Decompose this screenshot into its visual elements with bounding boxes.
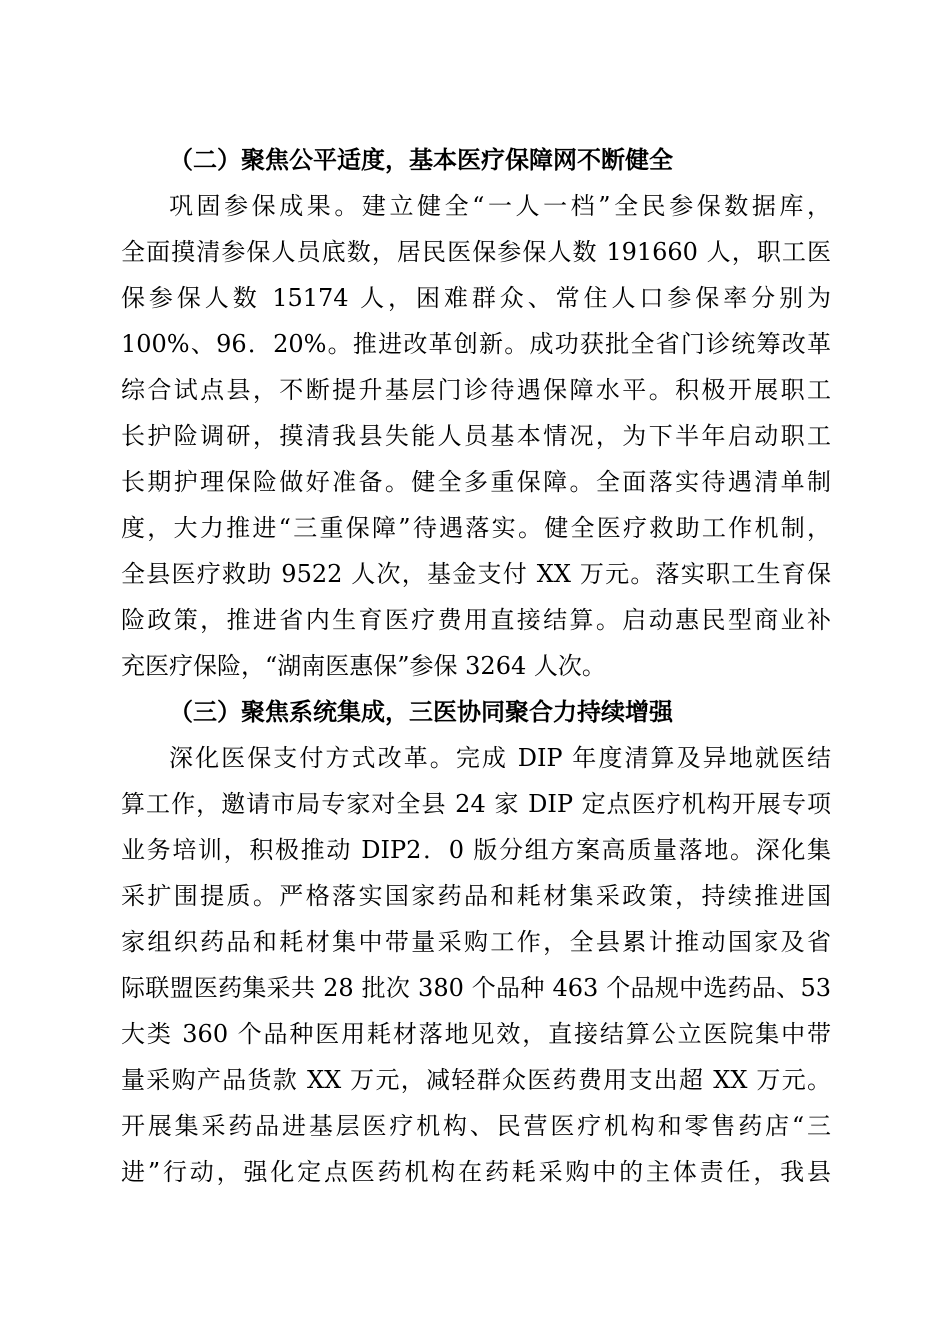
paragraph-line: 际联盟医药集采共 28 批次 380 个品种 463 个品规中选药品、53 [121,974,831,1002]
paragraph-line: 长护险调研，摸清我县失能人员基本情况，为下半年启动职工 [121,422,831,450]
paragraph-line: 大类 360 个品种医用耗材落地见效，直接结算公立医院集中带 [121,1020,831,1048]
paragraph-line: 深化医保支付方式改革。完成 DIP 年度清算及异地就医结 [169,744,831,772]
paragraph-line: 算工作，邀请市局专家对全县 24 家 DIP 定点医疗机构开展专项 [121,790,831,818]
paragraph-line: 度，大力推进“三重保障”待遇落实。健全医疗救助工作机制， [121,514,831,542]
section-3-heading: （三）聚焦系统集成，三医协同聚合力持续增强 [169,697,673,726]
paragraph-line: 量采购产品货款 XX 万元，减轻群众医药费用支出超 XX 万元。 [121,1066,831,1094]
paragraph-line: 全面摸清参保人员底数，居民医保参保人数 191660 人，职工医 [121,238,831,266]
paragraph-line: 进”行动，强化定点医药机构在药耗采购中的主体责任，我县 [121,1158,831,1186]
paragraph-line: 保参保人数 15174 人，困难群众、常住人口参保率分别为 [121,284,831,312]
paragraph-line: 开展集采药品进基层医疗机构、民营医疗机构和零售药店“三 [121,1112,831,1140]
paragraph-line: 长期护理保险做好准备。健全多重保障。全面落实待遇清单制 [121,468,831,496]
paragraph-line: 险政策，推进省内生育医疗费用直接结算。启动惠民型商业补 [121,606,831,634]
paragraph-line: 充医疗保险，“湖南医惠保”参保 3264 人次。 [121,652,606,680]
paragraph-line: 业务培训，积极推动 DIP2．0 版分组方案高质量落地。深化集 [121,836,831,864]
paragraph-line: 全县医疗救助 9522 人次，基金支付 XX 万元。落实职工生育保 [121,560,831,588]
paragraph-line: 综合试点县，不断提升基层门诊待遇保障水平。积极开展职工 [121,376,831,404]
paragraph-line: 家组织药品和耗材集中带量采购工作，全县累计推动国家及省 [121,928,831,956]
section-2-heading: （二）聚焦公平适度，基本医疗保障网不断健全 [169,145,673,174]
paragraph-line: 巩固参保成果。建立健全“一人一档”全民参保数据库， [169,192,831,220]
paragraph-line: 100%、96．20%。推进改革创新。成功获批全省门诊统筹改革 [121,330,831,358]
paragraph-line: 采扩围提质。严格落实国家药品和耗材集采政策，持续推进国 [121,882,831,910]
